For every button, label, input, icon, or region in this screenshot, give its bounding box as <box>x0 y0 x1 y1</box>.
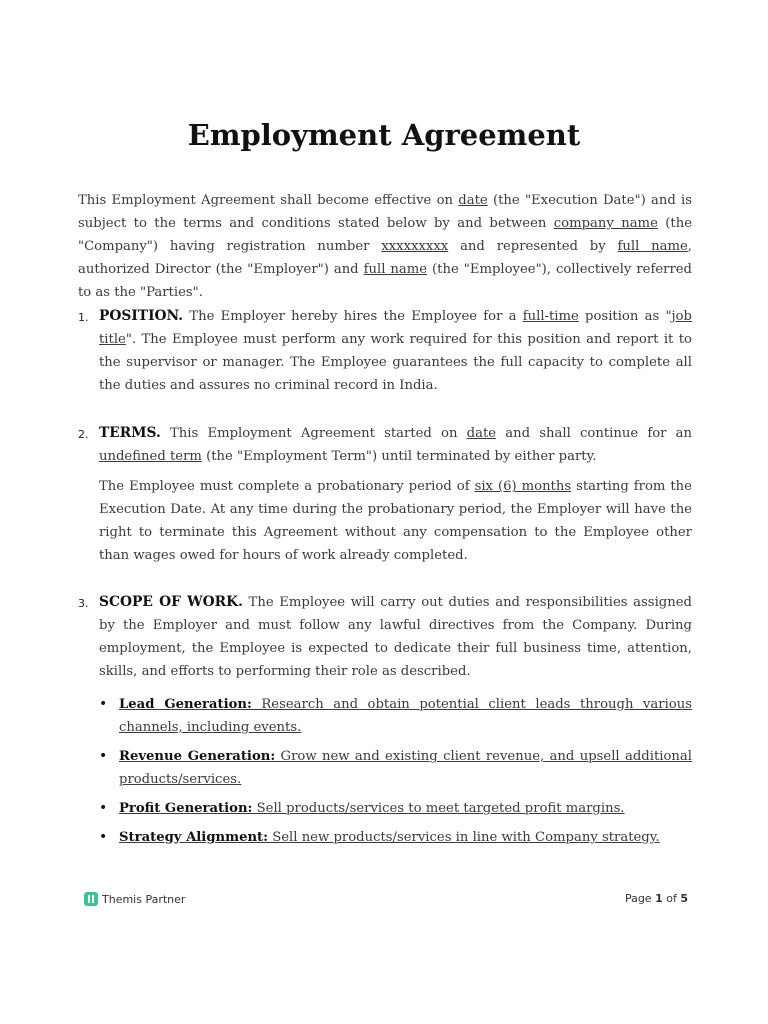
section-text: ". The Employee must perform any work required for this position and report it to the supervisor or manager. The Employee guarantees the full capacity to complete all the duties and assures no criminal record in India. <box>99 332 692 393</box>
section-terms-probation <box>99 475 692 567</box>
director-name-field: full name <box>617 239 688 254</box>
intro-text: and represented by <box>448 239 618 254</box>
section-text: This Employment Agreement started on <box>160 426 467 441</box>
bullet-dot-icon: • <box>99 696 108 712</box>
employment-type-field: full-time <box>522 309 579 324</box>
page-label: Page <box>624 892 656 905</box>
list-item <box>99 745 692 791</box>
document-title: Employment Agreement <box>187 118 581 152</box>
section-number: 3. <box>78 597 89 610</box>
page-footer <box>84 892 688 910</box>
duties-list <box>99 693 692 855</box>
section-text: starting from the Execution Date. At any time during the probationary period, the Employer will have the right to terminate this Agreement without any compensation to the Employee other than wages owed for hours of work already completed. <box>99 479 692 563</box>
section-number: 1. <box>78 311 89 324</box>
page-number <box>625 892 688 905</box>
employee-name-field: full name <box>363 262 428 277</box>
bullet-dot-icon: • <box>99 748 108 764</box>
probation-period-field: six (6) months <box>474 479 572 494</box>
execution-date-field: date <box>458 193 488 208</box>
company-name-field: company name <box>553 216 658 231</box>
duty-text: Sell new products/services in line with Company strategy. <box>268 830 660 845</box>
section-terms <box>99 422 692 468</box>
list-item <box>99 797 692 820</box>
section-text: and shall continue for an <box>496 426 692 441</box>
themis-partner-logo-icon <box>84 892 98 906</box>
term-field: undefined term <box>99 449 202 464</box>
brand-name: Themis Partner <box>102 892 186 906</box>
bullet-dot-icon: • <box>99 829 108 845</box>
duty-title: Strategy Alignment: <box>119 830 269 845</box>
start-date-field: date <box>466 426 497 441</box>
section-heading: TERMS. <box>99 425 161 441</box>
page-label: of <box>662 892 681 905</box>
footer-brand <box>84 892 185 906</box>
bullet-dot-icon: • <box>99 800 108 816</box>
current-page: 1 <box>655 892 663 905</box>
section-number: 2. <box>78 428 89 441</box>
section-text: The Employee will carry out duties and responsibilities assigned by the Employer and must follow any lawful directives from the Company. During employment, the Employee is expected to dedicate their full business time, attention, skills, and efforts to performing their role as described. <box>99 595 692 679</box>
job-title-field: job title <box>99 309 692 347</box>
intro-text: This Employment Agreement shall become effective on <box>78 193 459 208</box>
intro-text: (the "Execution Date") and is subject to the terms and conditions stated below by and between <box>78 193 693 231</box>
section-scope-of-work <box>99 591 692 683</box>
intro-text: , authorized Director (the "Employer") and <box>78 239 692 277</box>
duty-text: Research and obtain potential client leads through various channels, including events. <box>119 697 692 735</box>
duty-title: Profit Generation: <box>119 801 253 816</box>
section-text: (the "Employment Term") until terminated by either party. <box>201 449 597 464</box>
section-text: The Employer hereby hires the Employee for a <box>183 309 523 324</box>
intro-text: (the "Company") having registration number <box>78 216 692 254</box>
duty-title: Revenue Generation: <box>119 749 276 764</box>
section-position <box>99 305 692 397</box>
duty-text: Grow new and existing client revenue, and upsell additional products/services. <box>119 749 692 787</box>
total-pages: 5 <box>680 892 688 905</box>
section-heading: SCOPE OF WORK. <box>99 594 243 610</box>
duty-title: Lead Generation: <box>119 697 252 712</box>
list-item <box>99 826 692 849</box>
list-item <box>99 693 692 739</box>
duty-text: Sell products/services to meet targeted profit margins. <box>252 801 625 816</box>
section-heading: POSITION. <box>99 308 184 324</box>
section-text: The Employee must complete a probationary period of <box>99 479 475 494</box>
section-text: position as " <box>578 309 672 324</box>
intro-paragraph <box>78 189 692 304</box>
intro-text: (the "Employee"), collectively referred to as the "Parties". <box>78 262 692 300</box>
registration-number-field: xxxxxxxxx <box>381 239 449 254</box>
